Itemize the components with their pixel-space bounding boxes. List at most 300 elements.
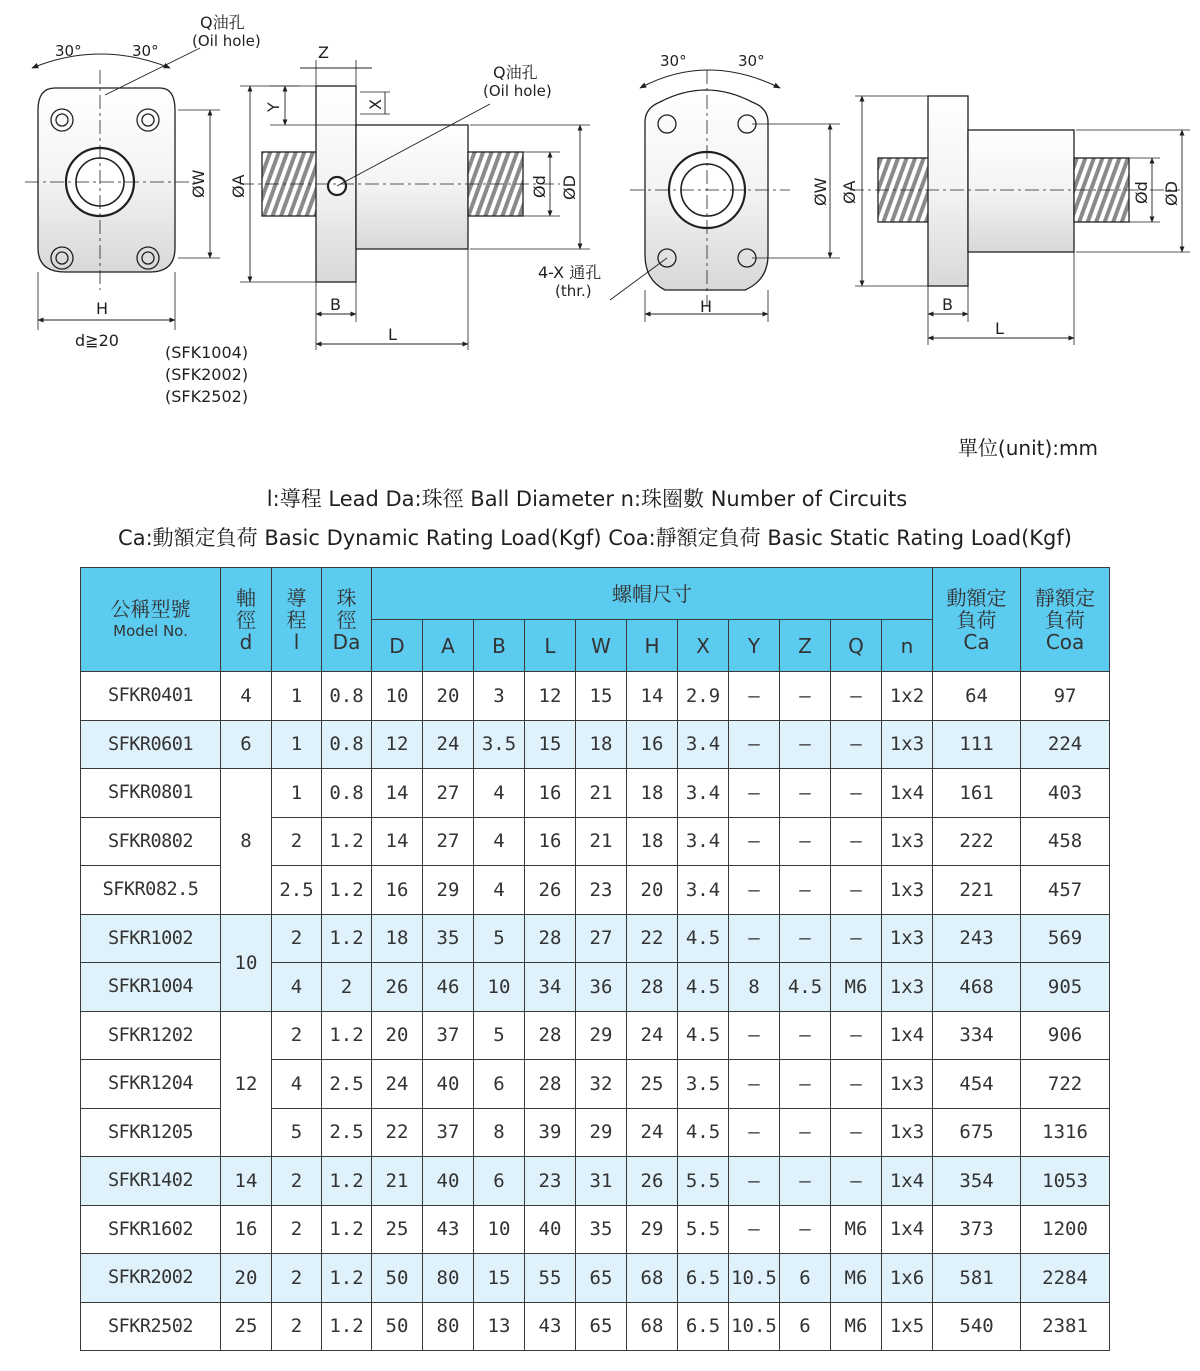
header-model — [81, 568, 221, 672]
cell-ca: 222 — [933, 817, 1021, 866]
cell-x: 3.4 — [678, 817, 729, 866]
cell-q: — — [831, 1060, 882, 1109]
cell-w: 21 — [576, 817, 627, 866]
cell-l: 5 — [272, 1108, 322, 1157]
header-shaft-3: d — [239, 629, 253, 654]
cell-y: — — [729, 769, 780, 818]
cell-b: 4 — [474, 817, 525, 866]
cell-n: 1x4 — [882, 1157, 933, 1206]
table-row — [81, 1254, 1110, 1303]
cell-da: 1.2 — [322, 1205, 372, 1254]
cell-z: — — [780, 914, 831, 963]
cell-model: SFKR0802 — [81, 817, 221, 866]
cell-d: 14 — [221, 1157, 272, 1206]
header-nut-col: Z — [780, 620, 831, 672]
cell-coa: 2284 — [1021, 1254, 1110, 1303]
header-ball — [322, 568, 372, 672]
dia-d-large-label: ØD — [560, 175, 579, 200]
cell-x: 3.4 — [678, 866, 729, 915]
cell-d: 24 — [372, 1060, 423, 1109]
cell-da: 0.8 — [322, 720, 372, 769]
cell-q: — — [831, 914, 882, 963]
cell-a: 40 — [423, 1157, 474, 1206]
cell-a: 37 — [423, 1108, 474, 1157]
cell-da: 1.2 — [322, 817, 372, 866]
legend-line-2: Ca:動額定負荷 Basic Dynamic Rating Load(Kgf) Coa:靜額定負荷 Basic Static Rating Load(Kgf) — [118, 526, 1072, 550]
cell-w: 15 — [576, 672, 627, 721]
model-note-1: (SFK1004) — [165, 343, 249, 362]
cell-z: 4.5 — [780, 963, 831, 1012]
table-row — [81, 1302, 1110, 1351]
cell-coa: 97 — [1021, 672, 1110, 721]
cell-x: 4.5 — [678, 963, 729, 1012]
oil-hole-cn-label: Q油孔 — [493, 63, 538, 82]
cell-l: 28 — [525, 914, 576, 963]
cell-b: 15 — [474, 1254, 525, 1303]
dia-a-label: ØA — [840, 180, 859, 204]
header-nut-col: L — [525, 620, 576, 672]
cell-n: 1x3 — [882, 720, 933, 769]
cell-coa: 906 — [1021, 1011, 1110, 1060]
l-label: L — [995, 319, 1004, 338]
cell-model: SFKR1202 — [81, 1011, 221, 1060]
cell-d: 20 — [221, 1254, 272, 1303]
cell-l: 16 — [525, 817, 576, 866]
header-nut-col: A — [423, 620, 474, 672]
cell-n: 1x4 — [882, 1205, 933, 1254]
cell-da: 2.5 — [322, 1060, 372, 1109]
cell-x: 3.4 — [678, 720, 729, 769]
cell-ca: 581 — [933, 1254, 1021, 1303]
cell-da: 0.8 — [322, 769, 372, 818]
cell-n: 1x4 — [882, 1011, 933, 1060]
cell-y: — — [729, 817, 780, 866]
cell-x: 6.5 — [678, 1254, 729, 1303]
cell-d: 25 — [372, 1205, 423, 1254]
cell-h: 18 — [627, 769, 678, 818]
h-label: H — [700, 297, 713, 316]
header-nut-col: H — [627, 620, 678, 672]
cell-n: 1x3 — [882, 914, 933, 963]
cell-z: — — [780, 1157, 831, 1206]
cell-l: 23 — [525, 1157, 576, 1206]
cell-q: — — [831, 817, 882, 866]
table-row — [81, 720, 1110, 769]
cell-q: — — [831, 720, 882, 769]
cell-coa: 403 — [1021, 769, 1110, 818]
dia-a-label: ØA — [229, 174, 248, 198]
cell-d: 4 — [221, 672, 272, 721]
cell-z: — — [780, 1060, 831, 1109]
cell-l: 2 — [272, 1302, 322, 1351]
cell-h: 26 — [627, 1157, 678, 1206]
front-view-2 — [610, 70, 840, 322]
cell-b: 6 — [474, 1060, 525, 1109]
dia-d-small-label: Ød — [1132, 181, 1151, 204]
header-lead-2: 程 — [286, 607, 307, 632]
cell-z: — — [780, 866, 831, 915]
cell-da: 1.2 — [322, 1011, 372, 1060]
cell-d: 50 — [372, 1254, 423, 1303]
angle-label: 30° — [55, 42, 82, 60]
cell-w: 18 — [576, 720, 627, 769]
cell-d: 50 — [372, 1302, 423, 1351]
cell-coa: 569 — [1021, 914, 1110, 963]
cell-l: 2 — [272, 817, 322, 866]
cell-model: SFKR0801 — [81, 769, 221, 818]
header-coa-3: Coa — [1045, 629, 1085, 654]
cell-h: 24 — [627, 1108, 678, 1157]
cell-d: 10 — [372, 672, 423, 721]
cell-ca: 675 — [933, 1108, 1021, 1157]
cell-z: — — [780, 817, 831, 866]
cell-y: 10.5 — [729, 1302, 780, 1351]
cell-model: SFKR2502 — [81, 1302, 221, 1351]
cell-z: — — [780, 720, 831, 769]
cell-d: 18 — [372, 914, 423, 963]
cell-d: 14 — [372, 817, 423, 866]
cell-l: 1 — [272, 769, 322, 818]
cell-x: 2.9 — [678, 672, 729, 721]
cell-w: 21 — [576, 769, 627, 818]
header-model-en: Model No. — [113, 621, 188, 640]
header-nut-col: Q — [831, 620, 882, 672]
table-row — [81, 914, 1110, 963]
cell-z: 6 — [780, 1254, 831, 1303]
cell-d: 25 — [221, 1302, 272, 1351]
cell-b: 4 — [474, 769, 525, 818]
header-lead-1: 導 — [286, 585, 307, 610]
cell-l: 28 — [525, 1011, 576, 1060]
y-label: Y — [264, 102, 283, 112]
header-ca-3: Ca — [963, 629, 990, 654]
cell-model: SFKR1002 — [81, 914, 221, 963]
cell-d: 16 — [221, 1205, 272, 1254]
cell-d: 20 — [372, 1011, 423, 1060]
cell-d: 6 — [221, 720, 272, 769]
cell-d: 21 — [372, 1157, 423, 1206]
cell-model: SFKR1602 — [81, 1205, 221, 1254]
cell-z: — — [780, 769, 831, 818]
cell-x: 5.5 — [678, 1205, 729, 1254]
cell-a: 27 — [423, 769, 474, 818]
cell-da: 2.5 — [322, 1108, 372, 1157]
cell-l: 2 — [272, 1011, 322, 1060]
side-view-1 — [240, 60, 590, 350]
cell-h: 22 — [627, 914, 678, 963]
header-model-cn: 公稱型號 — [110, 596, 191, 621]
cell-x: 3.4 — [678, 769, 729, 818]
cell-y: — — [729, 914, 780, 963]
cell-x: 6.5 — [678, 1302, 729, 1351]
cell-da: 1.2 — [322, 914, 372, 963]
cell-coa: 2381 — [1021, 1302, 1110, 1351]
table-row — [81, 1011, 1110, 1060]
cell-a: 80 — [423, 1254, 474, 1303]
cell-da: 1.2 — [322, 1157, 372, 1206]
cell-h: 18 — [627, 817, 678, 866]
cell-l: 28 — [525, 1060, 576, 1109]
cell-model: SFKR0601 — [81, 720, 221, 769]
cell-model: SFKR2002 — [81, 1254, 221, 1303]
cell-z: 6 — [780, 1302, 831, 1351]
cell-b: 13 — [474, 1302, 525, 1351]
cell-l: 4 — [272, 963, 322, 1012]
cell-q: — — [831, 1108, 882, 1157]
cell-model: SFKR1402 — [81, 1157, 221, 1206]
header-nut-group: 螺帽尺寸 — [372, 568, 933, 620]
legend-line-1: l:導程 Lead Da:珠徑 Ball Diameter n:珠圈數 Number of Circuits — [266, 487, 908, 511]
cell-z: — — [780, 1205, 831, 1254]
cell-w: 29 — [576, 1011, 627, 1060]
cell-q: — — [831, 769, 882, 818]
cell-x: 5.5 — [678, 1157, 729, 1206]
cell-n: 1x2 — [882, 672, 933, 721]
cell-l: 34 — [525, 963, 576, 1012]
header-ball-1: 珠 — [336, 585, 357, 610]
cell-q: M6 — [831, 1302, 882, 1351]
header-shaft-2: 徑 — [236, 607, 256, 632]
cell-d: 16 — [372, 866, 423, 915]
cell-q: M6 — [831, 1205, 882, 1254]
cell-w: 27 — [576, 914, 627, 963]
cell-n: 1x3 — [882, 1060, 933, 1109]
cell-ca: 540 — [933, 1302, 1021, 1351]
cell-y: — — [729, 720, 780, 769]
cell-l: 2 — [272, 914, 322, 963]
dia-w-label: ØW — [189, 169, 208, 198]
cell-l: 2 — [272, 1157, 322, 1206]
cell-n: 1x4 — [882, 769, 933, 818]
cell-l: 2.5 — [272, 866, 322, 915]
header-lead — [272, 568, 322, 672]
cell-l: 26 — [525, 866, 576, 915]
d-condition-label: d≧20 — [75, 331, 119, 350]
angle-label: 30° — [738, 52, 765, 70]
header-lead-3: l — [293, 629, 300, 654]
unit-label: 單位(unit):mm — [957, 436, 1098, 460]
spec-table — [80, 567, 1110, 1351]
header-ca-1: 動額定 — [946, 585, 1007, 610]
thru-hole-cn-label: 4-X 通孔 — [538, 263, 602, 282]
cell-x: 3.5 — [678, 1060, 729, 1109]
cell-ca: 354 — [933, 1157, 1021, 1206]
cell-d: 26 — [372, 963, 423, 1012]
cell-l: 2 — [272, 1254, 322, 1303]
oil-hole-cn-label: Q油孔 — [200, 13, 245, 32]
cell-n: 1x3 — [882, 817, 933, 866]
header-shaft-1: 軸 — [236, 585, 256, 610]
model-note-2: (SFK2002) — [165, 365, 249, 384]
cell-w: 65 — [576, 1254, 627, 1303]
cell-da: 0.8 — [322, 672, 372, 721]
header-nut-col: n — [882, 620, 933, 672]
cell-b: 5 — [474, 914, 525, 963]
cell-l: 40 — [525, 1205, 576, 1254]
cell-d: 12 — [221, 1011, 272, 1157]
cell-coa: 224 — [1021, 720, 1110, 769]
cell-y: 10.5 — [729, 1254, 780, 1303]
cell-l: 55 — [525, 1254, 576, 1303]
cell-w: 65 — [576, 1302, 627, 1351]
cell-h: 29 — [627, 1205, 678, 1254]
cell-q: — — [831, 672, 882, 721]
cell-model: SFKR1205 — [81, 1108, 221, 1157]
cell-d: 14 — [372, 769, 423, 818]
cell-x: 4.5 — [678, 914, 729, 963]
cell-n: 1x3 — [882, 963, 933, 1012]
cell-b: 4 — [474, 866, 525, 915]
cell-coa: 905 — [1021, 963, 1110, 1012]
x-label: X — [366, 99, 385, 110]
cell-a: 37 — [423, 1011, 474, 1060]
cell-coa: 1316 — [1021, 1108, 1110, 1157]
cell-n: 1x5 — [882, 1302, 933, 1351]
cell-q: — — [831, 1011, 882, 1060]
header-nut-col: W — [576, 620, 627, 672]
cell-z: — — [780, 1108, 831, 1157]
cell-l: 1 — [272, 720, 322, 769]
cell-b: 10 — [474, 963, 525, 1012]
cell-x: 4.5 — [678, 1108, 729, 1157]
cell-da: 1.2 — [322, 866, 372, 915]
header-ca — [933, 568, 1021, 672]
header-nut-col: Y — [729, 620, 780, 672]
cell-d: 10 — [221, 914, 272, 1011]
cell-coa: 458 — [1021, 817, 1110, 866]
b-label: B — [330, 295, 341, 314]
cell-ca: 64 — [933, 672, 1021, 721]
cell-ca: 243 — [933, 914, 1021, 963]
cell-coa: 1053 — [1021, 1157, 1110, 1206]
cell-a: 27 — [423, 817, 474, 866]
table-row — [81, 1205, 1110, 1254]
cell-h: 28 — [627, 963, 678, 1012]
cell-h: 20 — [627, 866, 678, 915]
cell-y: — — [729, 866, 780, 915]
cell-model: SFKR1004 — [81, 963, 221, 1012]
l-label: L — [388, 325, 397, 344]
cell-z: — — [780, 672, 831, 721]
oil-hole-en-label: (Oil hole) — [192, 32, 261, 50]
cell-h: 68 — [627, 1302, 678, 1351]
cell-h: 24 — [627, 1011, 678, 1060]
header-coa-1: 靜額定 — [1035, 585, 1096, 610]
cell-ca: 373 — [933, 1205, 1021, 1254]
technical-drawings — [0, 0, 1200, 420]
cell-z: — — [780, 1011, 831, 1060]
cell-da: 2 — [322, 963, 372, 1012]
cell-w: 31 — [576, 1157, 627, 1206]
cell-b: 3.5 — [474, 720, 525, 769]
angle-label: 30° — [132, 42, 159, 60]
cell-a: 20 — [423, 672, 474, 721]
cell-coa: 722 — [1021, 1060, 1110, 1109]
cell-l: 4 — [272, 1060, 322, 1109]
cell-n: 1x3 — [882, 1108, 933, 1157]
table-row — [81, 1157, 1110, 1206]
cell-ca: 161 — [933, 769, 1021, 818]
cell-h: 25 — [627, 1060, 678, 1109]
cell-y: — — [729, 1060, 780, 1109]
header-ca-2: 負荷 — [956, 607, 997, 632]
header-coa-2: 負荷 — [1045, 607, 1086, 632]
cell-b: 6 — [474, 1157, 525, 1206]
cell-b: 10 — [474, 1205, 525, 1254]
header-nut-col: D — [372, 620, 423, 672]
cell-a: 40 — [423, 1060, 474, 1109]
cell-q: — — [831, 866, 882, 915]
cell-a: 35 — [423, 914, 474, 963]
cell-da: 1.2 — [322, 1302, 372, 1351]
cell-y: — — [729, 1108, 780, 1157]
header-coa — [1021, 568, 1110, 672]
oil-hole-en-label: (Oil hole) — [483, 82, 552, 100]
cell-l: 12 — [525, 672, 576, 721]
cell-n: 1x6 — [882, 1254, 933, 1303]
model-note-3: (SFK2502) — [165, 387, 249, 406]
table-row — [81, 672, 1110, 721]
cell-model: SFKR0401 — [81, 672, 221, 721]
cell-ca: 468 — [933, 963, 1021, 1012]
cell-y: — — [729, 1205, 780, 1254]
cell-l: 39 — [525, 1108, 576, 1157]
cell-q: — — [831, 1157, 882, 1206]
table-row — [81, 769, 1110, 818]
cell-coa: 1200 — [1021, 1205, 1110, 1254]
cell-h: 16 — [627, 720, 678, 769]
cell-h: 68 — [627, 1254, 678, 1303]
cell-w: 29 — [576, 1108, 627, 1157]
cell-ca: 221 — [933, 866, 1021, 915]
cell-a: 46 — [423, 963, 474, 1012]
cell-b: 5 — [474, 1011, 525, 1060]
cell-a: 80 — [423, 1302, 474, 1351]
cell-y: 8 — [729, 963, 780, 1012]
cell-n: 1x3 — [882, 866, 933, 915]
cell-w: 23 — [576, 866, 627, 915]
cell-a: 29 — [423, 866, 474, 915]
cell-da: 1.2 — [322, 1254, 372, 1303]
cell-l: 43 — [525, 1302, 576, 1351]
cell-h: 14 — [627, 672, 678, 721]
cell-l: 1 — [272, 672, 322, 721]
cell-y: — — [729, 672, 780, 721]
z-label: Z — [318, 43, 329, 62]
cell-ca: 111 — [933, 720, 1021, 769]
header-ball-3: Da — [332, 629, 361, 654]
dia-d-large-label: ØD — [1162, 181, 1181, 206]
cell-a: 43 — [423, 1205, 474, 1254]
h-label: H — [96, 299, 109, 318]
header-shaft — [221, 568, 272, 672]
thru-hole-en-label: (thr.) — [555, 282, 592, 300]
cell-y: — — [729, 1157, 780, 1206]
cell-ca: 454 — [933, 1060, 1021, 1109]
dia-d-small-label: Ød — [530, 175, 549, 198]
dia-w-label: ØW — [811, 177, 830, 206]
cell-w: 32 — [576, 1060, 627, 1109]
spec-table-body — [81, 672, 1110, 1351]
cell-model: SFKR082.5 — [81, 866, 221, 915]
cell-b: 8 — [474, 1108, 525, 1157]
cell-q: M6 — [831, 1254, 882, 1303]
cell-coa: 457 — [1021, 866, 1110, 915]
header-nut-col: X — [678, 620, 729, 672]
cell-w: 36 — [576, 963, 627, 1012]
cell-d: 12 — [372, 720, 423, 769]
side-view-2 — [850, 96, 1190, 345]
